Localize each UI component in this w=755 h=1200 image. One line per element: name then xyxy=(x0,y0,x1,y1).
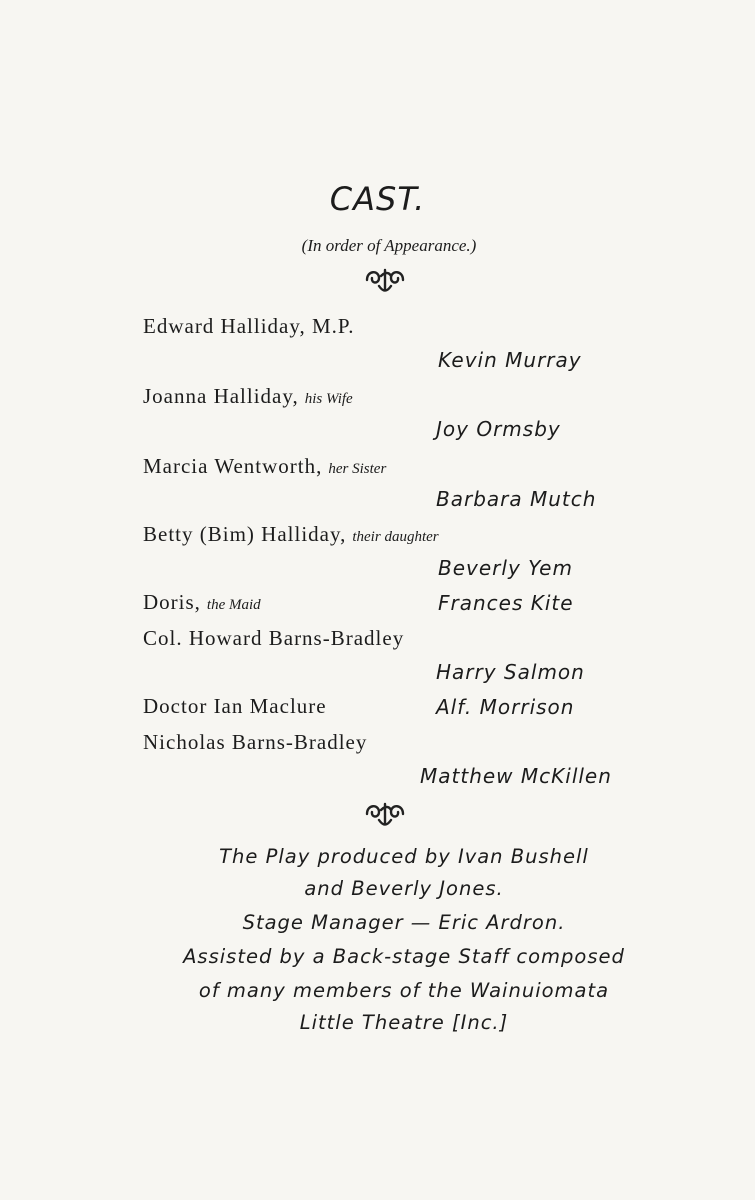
page-title: CAST. xyxy=(329,180,426,218)
role-description: her Sister xyxy=(328,461,387,477)
fleuron-ornament-icon xyxy=(360,266,410,298)
role-description: his Wife xyxy=(304,391,353,407)
cast-actor: Matthew McKillen xyxy=(420,764,612,788)
credit-line: Assisted by a Back-stage Staff composed xyxy=(183,945,625,968)
cast-role xyxy=(143,314,355,339)
role-name: Edward Halliday, M.P. xyxy=(143,314,355,338)
cast-actor: Barbara Mutch xyxy=(436,487,597,511)
credit-line: Stage Manager — Eric Ardron. xyxy=(242,911,566,934)
role-name: Joanna Halliday, xyxy=(143,384,299,408)
cast-role xyxy=(143,454,386,479)
cast-role xyxy=(143,730,367,755)
cast-actor: Harry Salmon xyxy=(436,660,585,684)
role-name: Doris, xyxy=(143,590,201,614)
cast-role xyxy=(143,694,327,719)
cast-actor: Beverly Yem xyxy=(438,556,573,580)
cast-actor: Kevin Murray xyxy=(438,348,582,372)
cast-actor: Joy Ormsby xyxy=(436,417,561,441)
page-subtitle: (In order of Appearance.) xyxy=(301,236,477,255)
credit-line: of many members of the Wainuiomata xyxy=(198,979,610,1002)
role-name: Col. Howard Barns-Bradley xyxy=(143,626,405,650)
cast-role xyxy=(143,384,353,409)
role-name: Marcia Wentworth, xyxy=(143,454,323,478)
role-name: Doctor Ian Maclure xyxy=(143,694,327,718)
cast-actor: Alf. Morrison xyxy=(436,695,575,719)
cast-role xyxy=(143,626,404,651)
role-description: the Maid xyxy=(206,597,261,613)
credit-line: The Play produced by Ivan Bushell xyxy=(219,845,589,868)
cast-role xyxy=(143,590,261,615)
role-description: their daughter xyxy=(352,529,439,545)
role-name: Nicholas Barns-Bradley xyxy=(143,730,368,754)
credit-line: Little Theatre [Inc.] xyxy=(299,1011,509,1034)
fleuron-ornament-icon xyxy=(360,800,410,832)
cast-role xyxy=(143,522,439,547)
cast-actor: Frances Kite xyxy=(438,591,574,615)
credit-line: and Beverly Jones. xyxy=(304,877,504,900)
role-name: Betty (Bim) Halliday, xyxy=(143,522,347,546)
